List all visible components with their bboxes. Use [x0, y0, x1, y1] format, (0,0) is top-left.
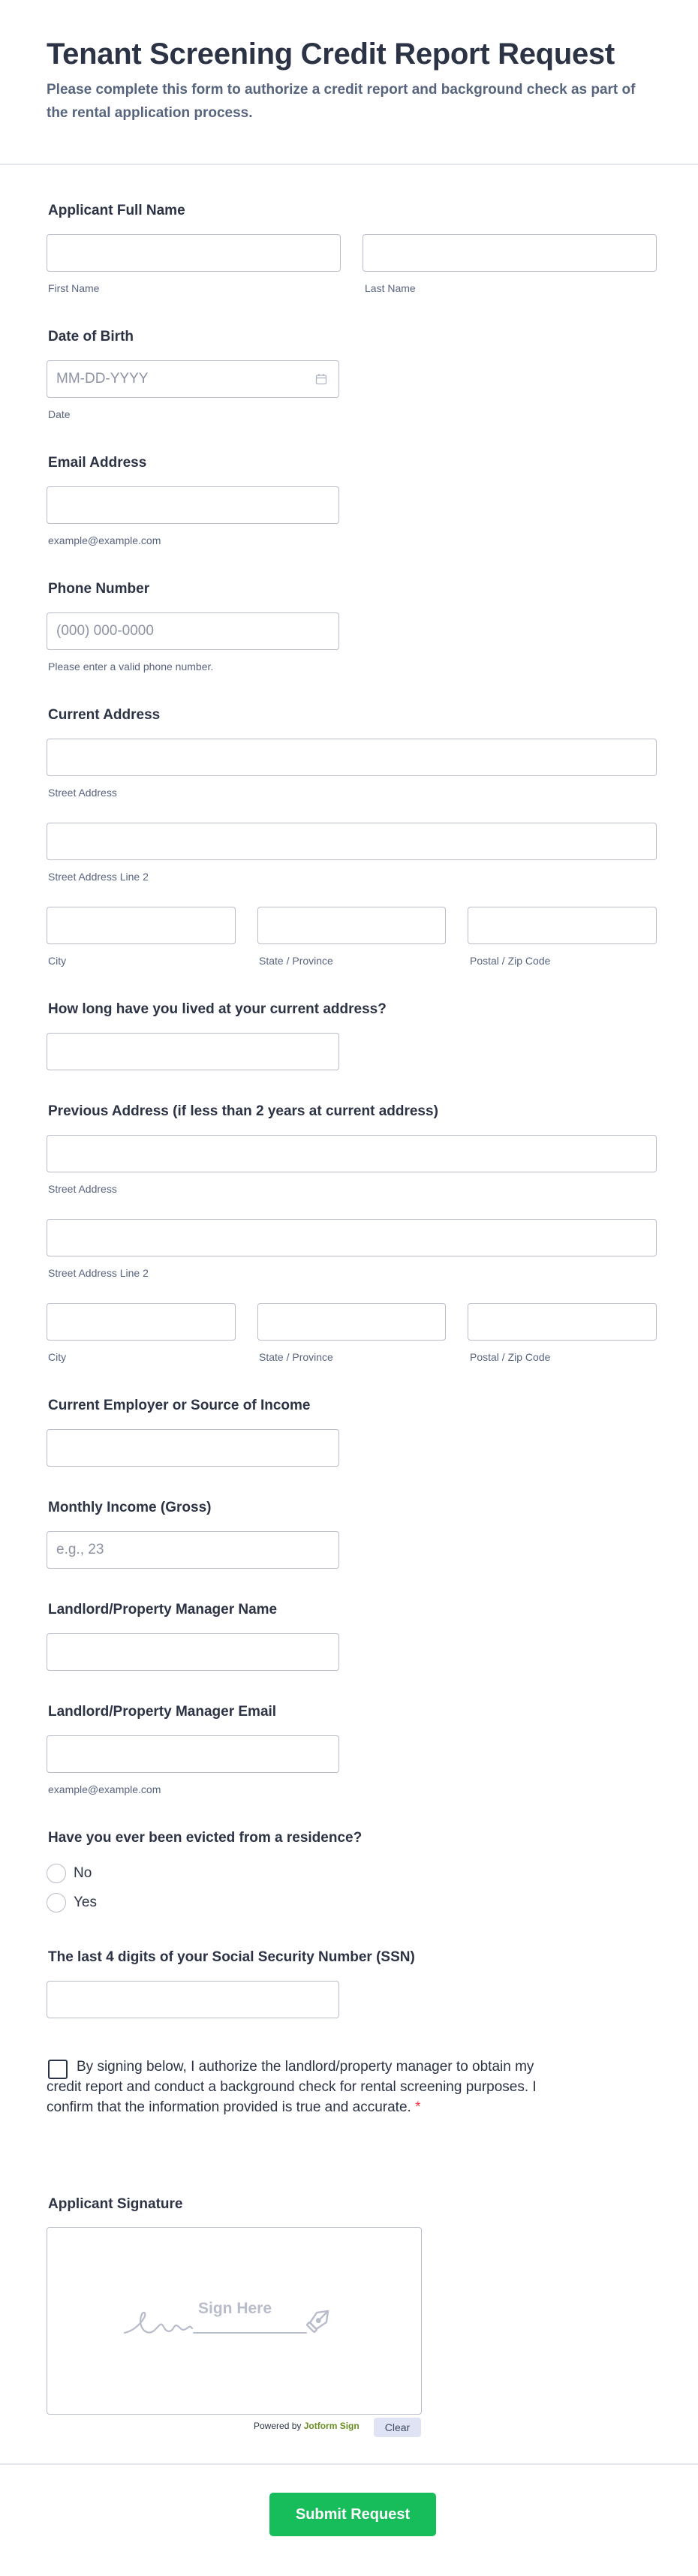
- current-street2-input[interactable]: [47, 823, 657, 860]
- radio-no[interactable]: [47, 1864, 66, 1883]
- current-state-input[interactable]: [257, 907, 446, 944]
- dob-sublabel: Date: [48, 408, 71, 420]
- eviction-option-no[interactable]: [47, 1863, 92, 1884]
- email-input[interactable]: [47, 486, 339, 524]
- landlord-name-label: Landlord/Property Manager Name: [48, 1602, 278, 1618]
- previous-city-input[interactable]: [47, 1303, 236, 1341]
- radio-no-label: No: [74, 1865, 92, 1881]
- powered-by: [254, 2421, 360, 2431]
- landlord-email-input[interactable]: [47, 1735, 339, 1773]
- current-street-sublabel: Street Address: [48, 787, 117, 799]
- ssn-label: The last 4 digits of your Social Security Number (SSN): [48, 1949, 415, 1965]
- pen-nib-icon: [303, 2304, 335, 2336]
- radio-yes[interactable]: [47, 1893, 66, 1912]
- previous-state-input[interactable]: [257, 1303, 446, 1341]
- income-input[interactable]: [47, 1531, 339, 1569]
- dob-input[interactable]: [47, 360, 339, 398]
- landlord-email-sublabel: example@example.com: [48, 1783, 161, 1795]
- last-name-input[interactable]: [363, 234, 657, 272]
- phone-input[interactable]: [47, 612, 339, 650]
- previous-street-input[interactable]: [47, 1135, 657, 1172]
- powered-by-text: Powered by: [254, 2421, 302, 2431]
- email-label: Email Address: [48, 455, 147, 471]
- duration-label: How long have you lived at your current address?: [48, 1001, 387, 1017]
- jotform-sign-brand: Jotform Sign: [303, 2421, 360, 2431]
- submit-button[interactable]: Submit Request: [269, 2493, 436, 2536]
- employer-label: Current Employer or Source of Income: [48, 1398, 311, 1413]
- income-label: Monthly Income (Gross): [48, 1500, 212, 1515]
- current-street-input[interactable]: [47, 739, 657, 776]
- previous-street-sublabel: Street Address: [48, 1183, 117, 1195]
- phone-sublabel: Please enter a valid phone number.: [48, 661, 214, 673]
- consent-text: [47, 2057, 572, 2117]
- email-sublabel: example@example.com: [48, 534, 161, 546]
- dob-label: Date of Birth: [48, 329, 134, 345]
- signature-label: Applicant Signature: [48, 2196, 183, 2212]
- current-zip-sublabel: Postal / Zip Code: [470, 955, 551, 967]
- current-address-label: Current Address: [48, 707, 161, 723]
- eviction-option-yes[interactable]: [47, 1892, 97, 1913]
- landlord-name-input[interactable]: [47, 1633, 339, 1671]
- last-name-sublabel: Last Name: [365, 282, 416, 294]
- required-mark: *: [415, 2099, 421, 2115]
- employer-input[interactable]: [47, 1429, 339, 1467]
- current-city-input[interactable]: [47, 907, 236, 944]
- ssn-input[interactable]: [47, 1981, 339, 2018]
- form-title: Tenant Screening Credit Report Request: [47, 38, 615, 71]
- sign-here-placeholder: Sign Here: [198, 2300, 272, 2317]
- current-city-sublabel: City: [48, 955, 67, 967]
- current-zip-input[interactable]: [468, 907, 657, 944]
- current-state-sublabel: State / Province: [259, 955, 333, 967]
- calendar-icon[interactable]: [315, 373, 327, 385]
- full-name-label: Applicant Full Name: [48, 203, 185, 218]
- current-street2-sublabel: Street Address Line 2: [48, 871, 149, 883]
- form-header: [0, 0, 698, 165]
- previous-street2-input[interactable]: [47, 1219, 657, 1256]
- first-name-input[interactable]: [47, 234, 341, 272]
- eviction-label: Have you ever been evicted from a residence?: [48, 1830, 363, 1846]
- previous-address-label: Previous Address (if less than 2 years at current address): [48, 1103, 438, 1119]
- first-name-sublabel: First Name: [48, 282, 100, 294]
- previous-state-sublabel: State / Province: [259, 1351, 333, 1363]
- previous-zip-sublabel: Postal / Zip Code: [470, 1351, 551, 1363]
- previous-city-sublabel: City: [48, 1351, 67, 1363]
- footer-divider: [0, 2463, 698, 2465]
- previous-zip-input[interactable]: [468, 1303, 657, 1341]
- clear-signature-button[interactable]: Clear: [374, 2418, 421, 2437]
- radio-yes-label: Yes: [74, 1894, 97, 1910]
- phone-label: Phone Number: [48, 581, 150, 597]
- landlord-email-label: Landlord/Property Manager Email: [48, 1704, 277, 1720]
- form-subtitle: Please complete this form to authorize a credit report and background check as part of the rental application process.: [47, 82, 636, 121]
- previous-street2-sublabel: Street Address Line 2: [48, 1267, 149, 1279]
- consent-statement: By signing below, I authorize the landlord/property manager to obtain my credit report and conduct a background check for rental screening purposes. I confirm that the information provided is true and accurate.: [47, 2059, 537, 2115]
- duration-input[interactable]: [47, 1033, 339, 1070]
